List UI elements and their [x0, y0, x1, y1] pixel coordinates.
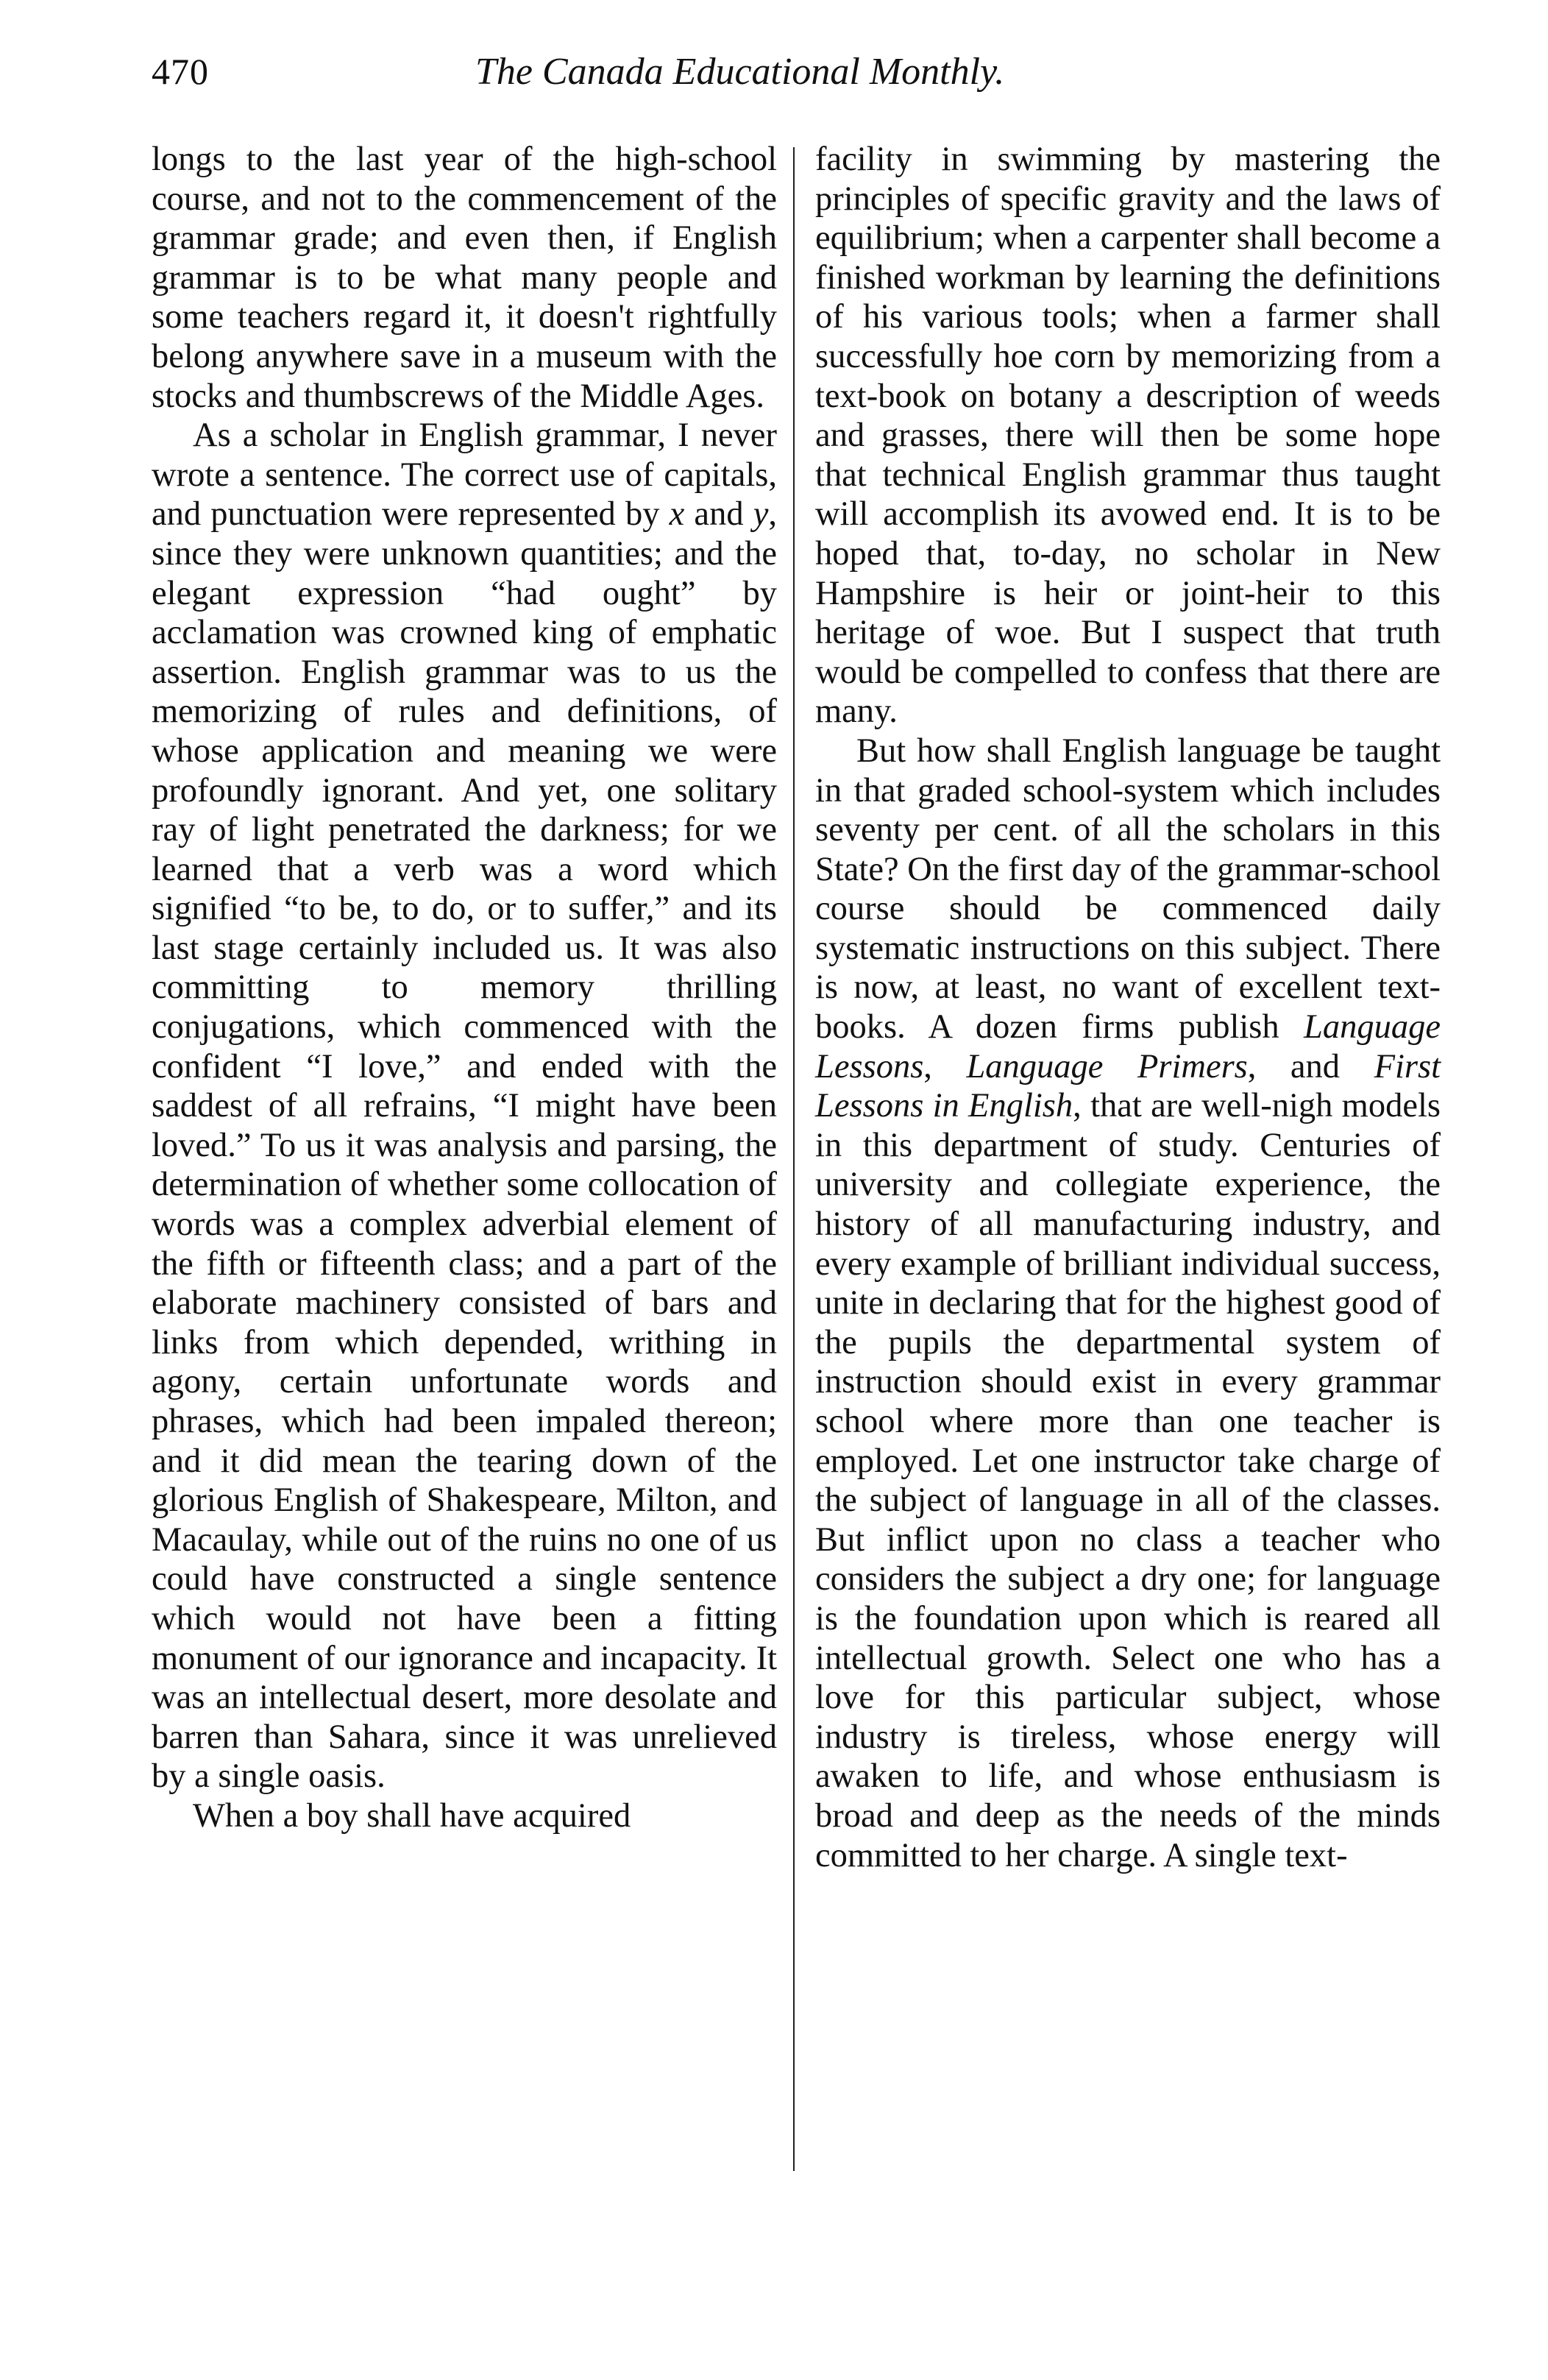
running-title: The Canada Educational Monthly.	[475, 51, 1005, 93]
book-title-language-lessons: Language Lessons	[815, 1008, 1441, 1085]
column-divider	[793, 147, 795, 2171]
page-header	[152, 50, 1373, 116]
left-paragraph-2-part-a: As a scholar in English grammar, I never wrote a sentence. The correct use of capitals, and punctuation were represented by	[152, 417, 777, 534]
right-paragraph-2-part-c: , and	[1247, 1047, 1374, 1085]
right-paragraph-2	[815, 732, 1441, 1875]
variable-y: y	[753, 495, 769, 534]
book-title-first-lessons: First Lessons in English	[815, 1047, 1441, 1125]
left-paragraph-2-part-b: and	[684, 495, 753, 534]
right-paragraph-1: facility in swimming by mastering the principles of specific gravity and the laws of equilibrium; when a carpenter shall become a finished workman by learning the definitions of his various tools; when a farmer shall successfully hoe corn by memorizing from a text-book on botany a description of weeds and grasses, there will then be some hope that technical English grammar thus taught will accomplish its avowed end. It is to be hoped that, to-day, no scholar in New Hampshire is heir or joint-heir to this heritage of woe. But I suspect that truth would be compelled to confess that there are many.	[815, 141, 1441, 731]
left-paragraph-3: When a boy shall have acquired	[193, 1796, 631, 1835]
book-title-language-primers: Language Primers	[966, 1047, 1248, 1085]
right-paragraph-2-part-b: ,	[923, 1047, 967, 1085]
left-paragraph-2	[152, 416, 777, 1796]
left-paragraph-1: longs to the last year of the high-school course, and not to the commencement of the grammar grade; and even then, if English grammar is to be what many people and some teachers regard it, it doesn't rightfully belong anywhere save in a museum with the stocks and thumbscrews of the Middle Ages.	[152, 141, 777, 415]
variable-x: x	[669, 495, 685, 534]
left-paragraph-2-part-c: , since they were unknown quantities; and the elegant expression “had ought” by acclamation was crowned king of emphatic assertion. English grammar was to us the memorizing of rules and definitions, of whose application and meaning we were profoundly ignorant. And yet, one solitary ray of light penetrated the darkness; for we learned that a verb was a word which signified “to be, to do, or to suffer,” and its last stage certainly included us. It was also committing to memory thrilling conjugations, which commenced with the confident “I love,” and ended with the saddest of all refrains, “I might have been loved.” To us it was analysis and parsing, the determination of whether some collocation of words was a complex adverbial element of the fifth or fifteenth class; and a part of the elaborate machinery consisted of bars and links from which depended, writhing in agony, certain unfortunate words and phrases, which had been impaled thereon; and it did mean the tearing down of the glorious English of Shakespeare, Milton, and Macaulay, while out of the ruins no one of us could have constructed a single sentence which would not have been a fitting monument of our ignorance and incapacity. It was an intellectual desert, more desolate and barren than Sahara, since it was unrelieved by a single oasis.	[152, 495, 777, 1796]
left-column	[152, 140, 777, 1836]
page-number: 470	[152, 51, 209, 92]
right-paragraph-2-part-a: But how shall English language be taught in that graded school-system which includes seventy per cent. of all the scholars in this State? On the first day of the grammar-school course should be commenced daily systematic instructions on this subject. There is now, at least, no want of excellent text-books. A dozen firms publish	[815, 732, 1441, 1046]
right-column	[815, 140, 1441, 1875]
right-paragraph-2-part-d: , that are well-nigh models in this department of study. Centuries of university and collegiate experience, the history of all manufacturing industry, and every example of brilliant individual success, unite in declaring that for the highest good of the pupils the departmental system of instruction should exist in every grammar school where more than one teacher is employed. Let one instructor take charge of the subject of language in all of the classes. But inflict upon no class a teacher who considers the subject a dry one; for language is the foundation upon which is reared all intellectual growth. Select one who has a love for this particular subject, whose industry is tireless, whose energy will awaken to life, and whose enthusiasm is broad and deep as the needs of the minds committed to her charge. A single text-	[815, 1087, 1441, 1874]
